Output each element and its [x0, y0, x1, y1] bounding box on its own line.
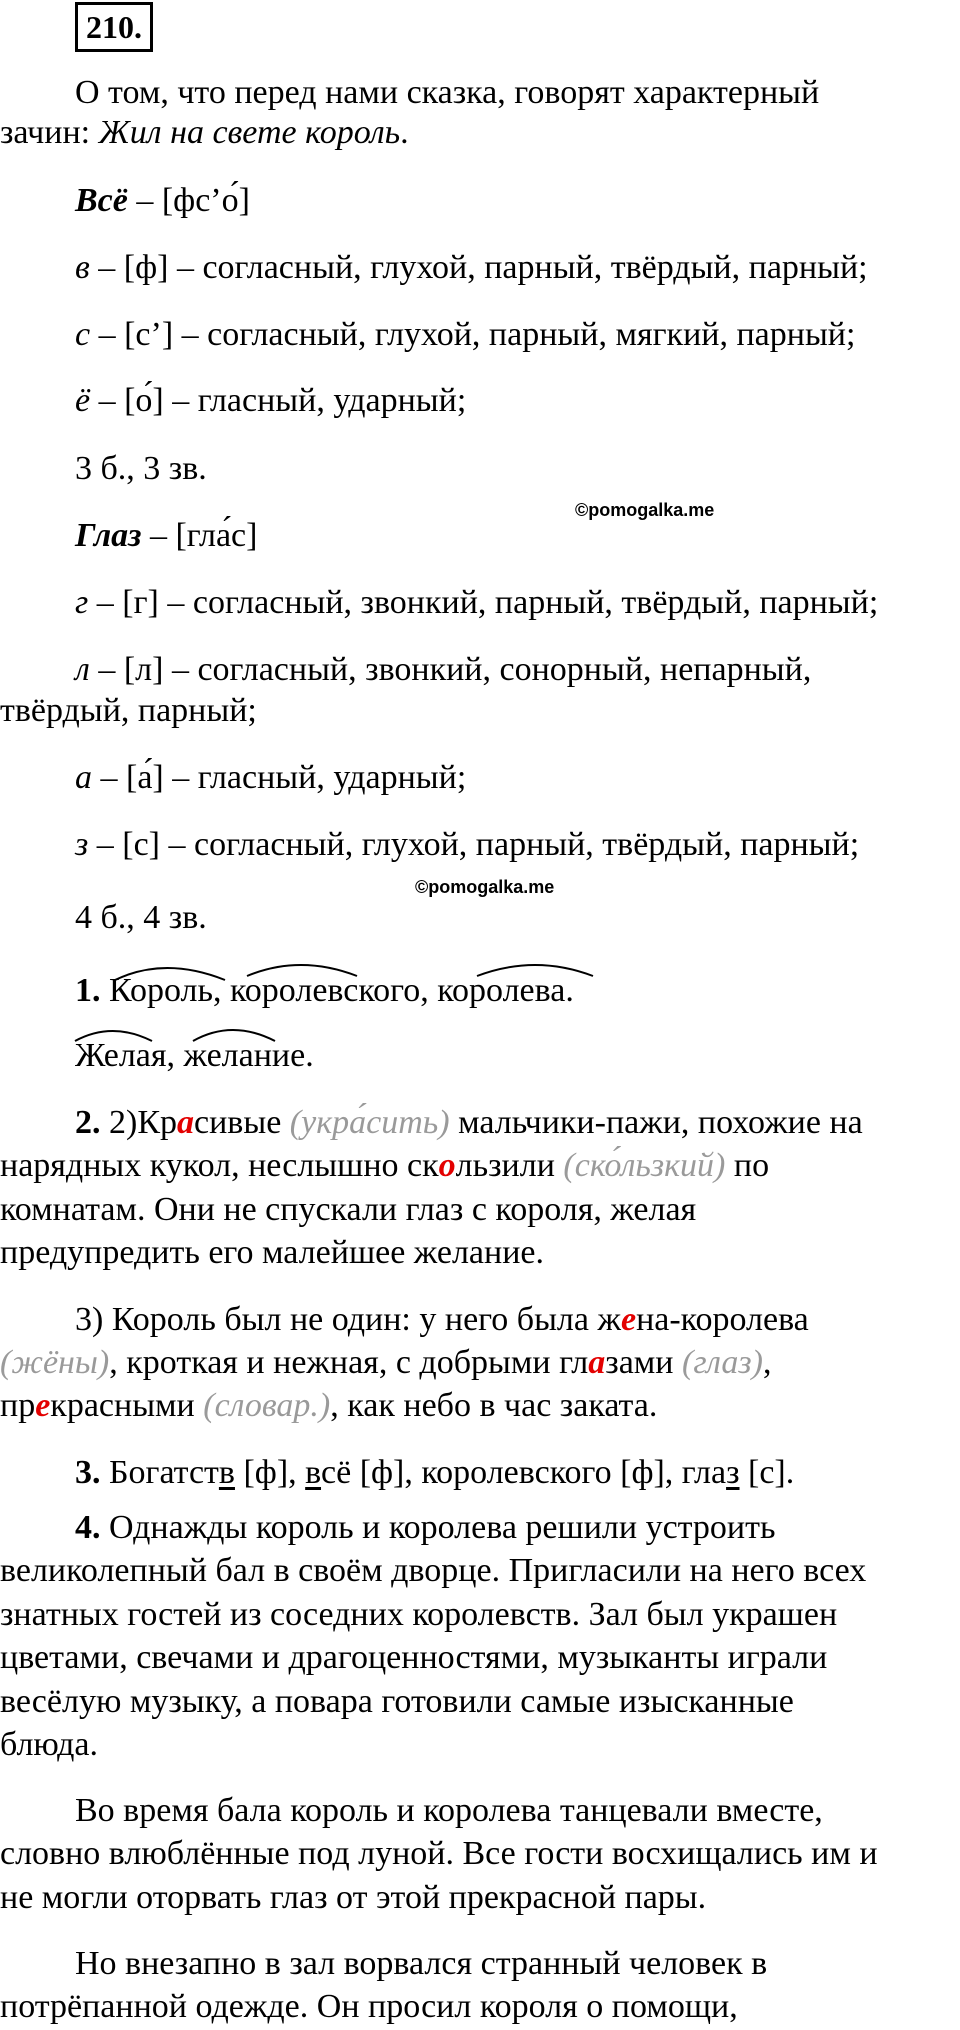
word1-heading: Всё – [фс’о́] — [75, 182, 250, 219]
task3-line: 3. Богатств [ф], всё [ф], королевского [ф], глаз [с]. — [75, 1454, 795, 1491]
intro-line-2: зачин: Жил на свете король. — [0, 114, 409, 151]
task4-p2-line-1: Во время бала король и королева танцевали вместе, — [75, 1792, 823, 1829]
task4-p1-line-1: 4. Однажды король и королева решили устроить — [75, 1509, 776, 1546]
task2-p2-line-4: предупредить его малейшее желание. — [0, 1234, 544, 1271]
task4-p3-line-1: Но внезапно в зал ворвался странный человек в — [75, 1945, 768, 1982]
task-number: 210. — [75, 2, 153, 52]
task4-p1-line-4: цветами, свечами и драгоценностями, музыканты играли — [0, 1639, 828, 1676]
word1-sound-s: с – [с’] – согласный, глухой, парный, мягкий, парный; — [75, 316, 856, 353]
word2-sound-a: а – [а́] – гласный, ударный; — [75, 759, 467, 796]
task4-p1-line-5: весёлую музыку, а повара готовили самые изысканные — [0, 1683, 794, 1720]
word2-sound-g: г – [г] – согласный, звонкий, парный, твёрдый, парный; — [75, 584, 879, 621]
task2-p3-line-1: 3) Король был не один: у него была жена-королева — [75, 1301, 809, 1338]
word1-sound-yo: ё – [о́] – гласный, ударный; — [75, 382, 467, 419]
task4-p1-line-6: блюда. — [0, 1726, 98, 1763]
word2-sound-l: л – [л] – согласный, звонкий, сонорный, непарный, — [75, 651, 812, 688]
intro-line-1: О том, что перед нами сказка, говорят характерный — [75, 74, 820, 111]
task2-p2-line-2: нарядных кукол, неслышно скользили (ско́льзкий) по — [0, 1147, 770, 1184]
word1-sound-v: в – [ф] – согласный, глухой, парный, твёрдый, парный; — [75, 249, 868, 286]
word2-sound-l-cont: твёрдый, парный; — [0, 692, 257, 729]
task4-p3-line-2: потрёпанной одежде. Он просил короля о помощи, — [0, 1988, 738, 2025]
task2-p3-line-3: прекрасными (словар.), как небо в час заката. — [0, 1387, 658, 1424]
watermark: ©pomogalka.me — [415, 877, 555, 897]
task2-p2-line-3: комнатам. Они не спускали глаз с короля, желая — [0, 1191, 697, 1228]
task2-p3-line-2: (жёны), кроткая и нежная, с добрыми глазами (глаз), — [0, 1344, 772, 1381]
task2-p2-line-1: 2. 2)Красивые (укра́сить) мальчики-пажи, похожие на — [75, 1104, 863, 1141]
word2-sound-z: з – [с] – согласный, глухой, парный, твёрдый, парный; — [75, 826, 860, 863]
task4-p1-line-2: великолепный бал в своём дворце. Пригласили на него всех — [0, 1552, 867, 1589]
task1-line-1: 1. Король, королевского, королева. — [75, 972, 574, 1009]
task1-line-2: Желая, желание. — [75, 1037, 314, 1074]
word2-summary: 4 б., 4 зв. — [75, 899, 207, 936]
task4-p2-line-3: не могли оторвать глаз от этой прекрасной пары. — [0, 1879, 707, 1916]
word2-heading: Глаз – [гла́с] — [75, 517, 258, 554]
watermark: ©pomogalka.me — [575, 500, 715, 520]
task4-p1-line-3: знатных гостей из соседних королевств. Зал был украшен — [0, 1596, 838, 1633]
task4-p2-line-2: словно влюблённые под луной. Все гости восхищались им и — [0, 1835, 878, 1872]
word1-summary: 3 б., 3 зв. — [75, 450, 207, 487]
